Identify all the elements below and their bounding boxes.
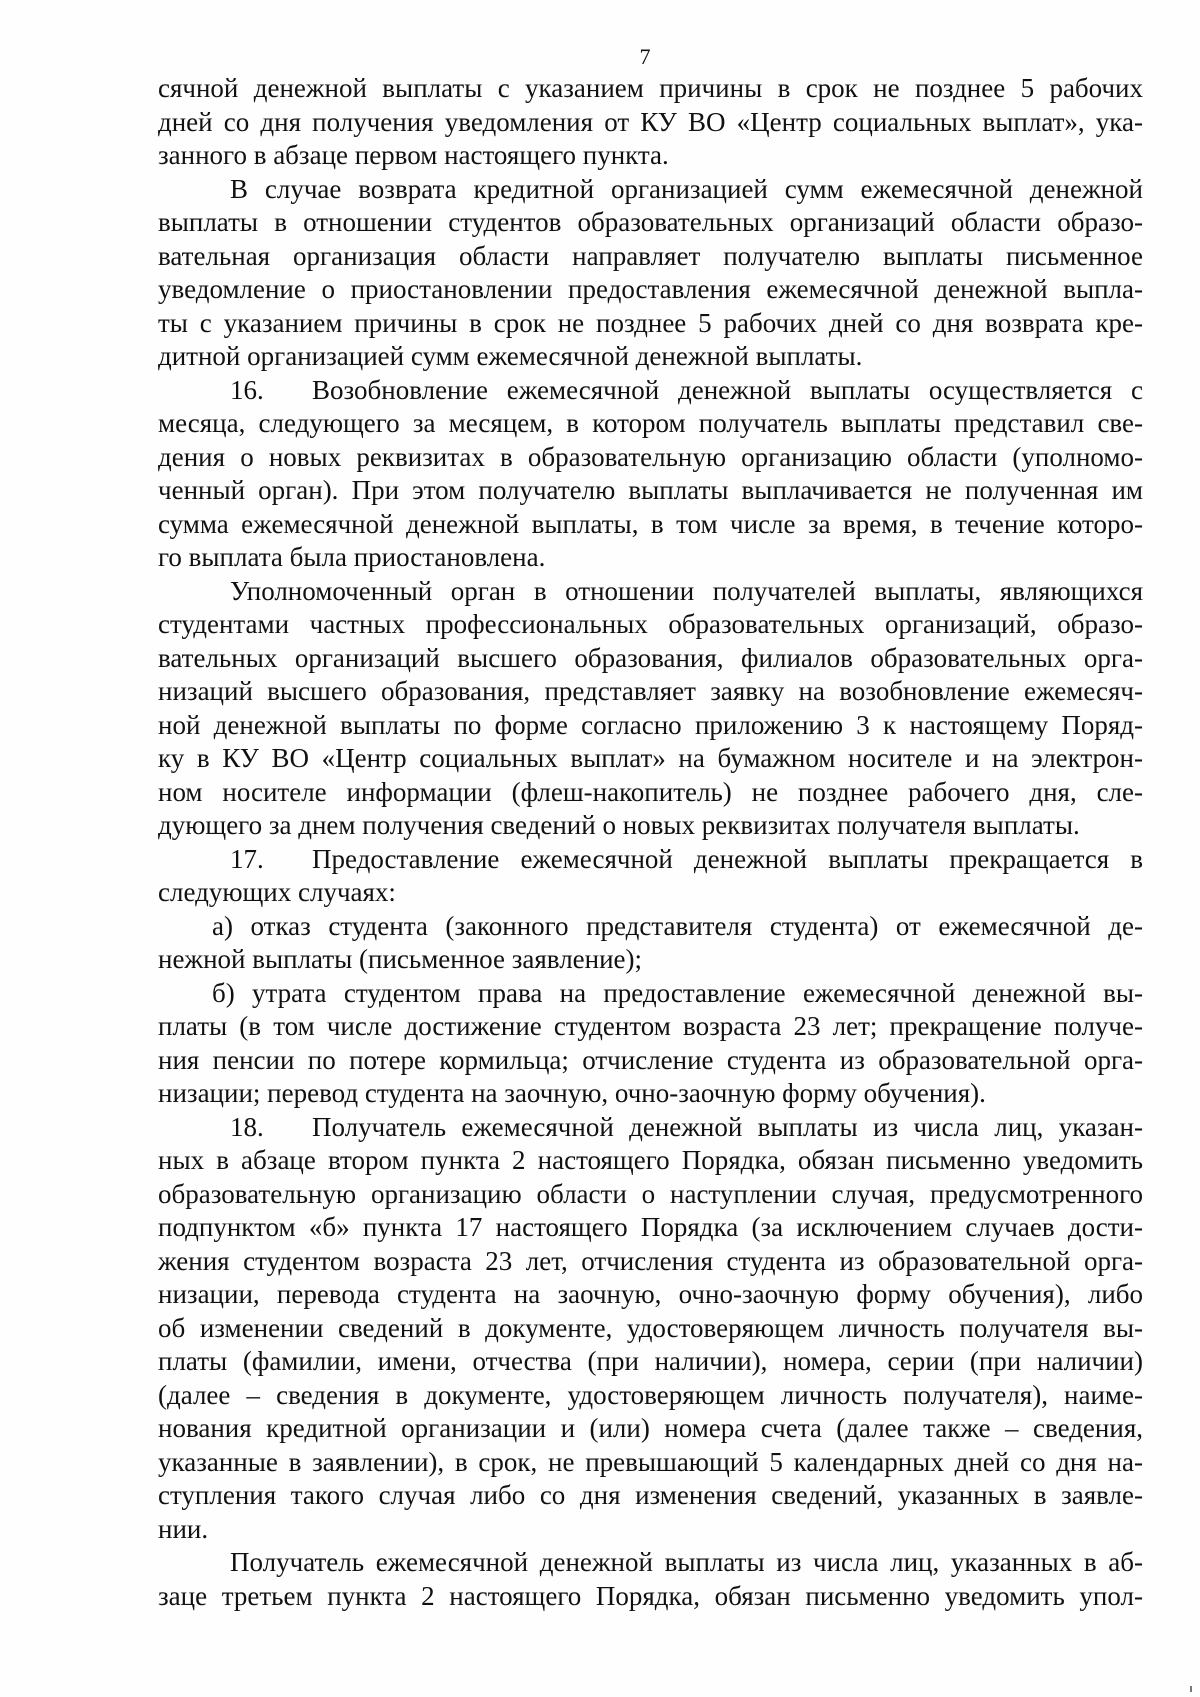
text-line: студентами частных профессиональных образовательных организаций, образо- [158, 609, 1143, 639]
paragraph-continuation [158, 72, 1143, 173]
text-line: дитной организацией сумм ежемесячной денежной выплаты. [158, 341, 863, 371]
text-line: (далее – сведения в документе, удостоверяющем личность получателя), наиме- [158, 1379, 1143, 1410]
text-line: ступления такого случая либо со дня изменения сведений, указанных в заявле- [158, 1480, 1143, 1510]
paragraph-recipient-notify [158, 1546, 1143, 1613]
text-line: низации; перевод студента на заочную, очно-заочную форму обучения). [158, 1078, 986, 1108]
text-line: платы (в том числе достижение студентом возраста 23 лет; прекращение получе- [158, 1011, 1143, 1041]
text-fragment: Предоставление ежемесячной денежной выплаты прекращается в [312, 843, 1143, 874]
text-line: дующего за днем получения сведений о новых реквизитах получателя выплаты. [158, 810, 1080, 840]
text-line: дения о новых реквизитах в образовательную организацию области (уполномо- [158, 441, 1143, 472]
text-line: платы (фамилии, имени, отчества (при наличии), номера, серии (при наличии) [158, 1346, 1143, 1376]
text-line: вательных организаций высшего образования, филиалов образовательных орга- [158, 642, 1143, 673]
paragraph-item-16 [158, 374, 1143, 575]
text-line: жения студентом возраста 23 лет, отчисления студента из образовательной орга- [158, 1245, 1143, 1276]
text-line: а) отказ студента (законного представителя студента) от ежемесячной де- [212, 910, 1143, 941]
text-line: В случае возврата кредитной организацией сумм ежемесячной денежной [230, 173, 1143, 204]
text-line: низаций высшего образования, представляет заявку на возобновление ежемесяч- [158, 676, 1143, 706]
text-line: ной денежной выплаты по форме согласно приложению 3 к настоящему Поряд- [158, 709, 1143, 740]
page-number: 7 [639, 44, 651, 69]
text-line: ных в абзаце втором пункта 2 настоящего Порядка, обязан письменно уведомить [158, 1145, 1143, 1175]
text-line: указанные в заявлении), в срок, не превышающий 5 календарных дней со дня на- [158, 1446, 1143, 1477]
paragraph-subitem-b [158, 977, 1143, 1111]
text-line: Получатель ежемесячной денежной выплаты из числа лиц, указанных в аб- [230, 1547, 1143, 1577]
text-line: б) утрата студентом права на предоставление ежемесячной денежной вы- [212, 977, 1143, 1008]
text-line: ты с указанием причины в срок не позднее 5 рабочих дней со дня возврата кре- [158, 307, 1143, 338]
text-line [158, 1111, 1143, 1145]
text-line: уведомление о приостановлении предоставления ежемесячной денежной выпла- [158, 274, 1143, 304]
item-number: 18. [230, 1111, 264, 1142]
text-line: выплаты в отношении студентов образовательных организаций области образо- [158, 207, 1143, 237]
text-line: следующих случаях: [158, 877, 396, 907]
text-line: занного в абзаце первом настоящего пункта. [158, 140, 669, 170]
text-line [158, 843, 1143, 877]
paragraph-subitem-a [158, 910, 1143, 977]
text-fragment: Возобновление ежемесячной денежной выплаты осуществляется с [312, 374, 1143, 405]
text-line: нии. [158, 1513, 209, 1544]
text-line: нования кредитной организации и (или) номера счета (далее также – сведения, [158, 1413, 1143, 1443]
text-line: месяца, следующего за месяцем, в котором получатель выплаты представил све- [158, 408, 1143, 438]
paragraph-authorized-body [158, 575, 1143, 843]
paragraph-item-18 [158, 1111, 1143, 1547]
text-line: нежной выплаты (письменное заявление); [158, 944, 643, 974]
text-line: об изменении сведений в документе, удостоверяющем личность получателя вы- [158, 1312, 1143, 1343]
text-line: вательная организация области направляет получателю выплаты письменное [158, 240, 1143, 271]
text-line: ку в КУ ВО «Центр социальных выплат» на бумажном носителе и на электрон- [158, 743, 1143, 773]
item-number: 16. [230, 374, 264, 405]
text-line: сячной денежной выплаты с указанием причины в срок не позднее 5 рабочих [158, 73, 1143, 103]
scan-speck [1190, 1686, 1192, 1692]
text-fragment: Получатель ежемесячной денежной выплаты из числа лиц, указан- [312, 1111, 1143, 1142]
paragraph-credit-return [158, 173, 1143, 374]
text-line [158, 374, 1143, 408]
text-line: ния пенсии по потере кормильца; отчисление студента из образовательной орга- [158, 1044, 1143, 1075]
text-line: ченный орган). При этом получателю выплаты выплачивается не полученная им [158, 475, 1143, 505]
text-line: ном носителе информации (флеш-накопитель) не позднее рабочего дня, сле- [158, 776, 1143, 807]
text-line: низации, перевода студента на заочную, очно-заочную форму обучения), либо [158, 1279, 1143, 1309]
text-line: сумма ежемесячной денежной выплаты, в том числе за время, в течение которо- [158, 508, 1143, 539]
text-line: дней со дня получения уведомления от КУ ВО «Центр социальных выплат», ука- [158, 106, 1143, 137]
text-line: подпунктом «б» пункта 17 настоящего Порядка (за исключением случаев дости- [158, 1212, 1143, 1242]
text-line: Уполномоченный орган в отношении получателей выплаты, являющихся [230, 575, 1143, 606]
text-line: заце третьем пункта 2 настоящего Порядка, обязан письменно уведомить упол- [158, 1580, 1143, 1611]
paragraph-item-17 [158, 843, 1143, 910]
document-body [158, 72, 1143, 1613]
item-number: 17. [230, 843, 264, 874]
text-line: образовательную организацию области о наступлении случая, предусмотренного [158, 1178, 1143, 1209]
text-line: го выплата была приостановлена. [158, 542, 546, 572]
